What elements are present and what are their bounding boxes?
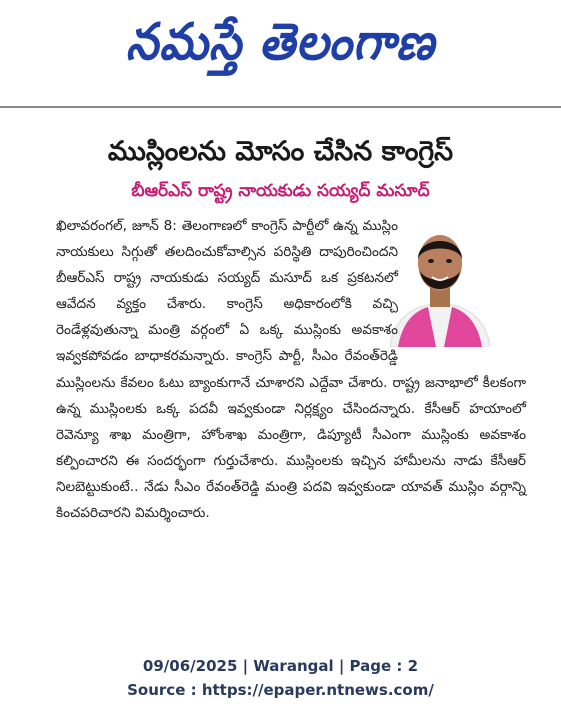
masthead [0,0,561,96]
article-body-text: ఖిలావరంగల్, జూన్ 8: తెలంగాణలో కాంగ్రెస్ పార్టీలో ఉన్న ముస్లిం నాయకులు సిగ్గుతో తలదించుకోవాల్సిన పరిస్థితి దాపురించిందని బీఆర్ఎస్ రాష్ట్ర నాయకుడు సయ్యద్ మసూద్ ఒక ప్రకటనలో ఆవేదన వ్యక్తం చేశారు. కాంగ్రెస్ అధికారంలోకి వచ్చి రెండేళ్లవుతున్నా మంత్రి వర్గంలో ఏ ఒక్క ముస్లింకు అవకాశం ఇవ్వకపోవడం బాధాకరమన్నారు. కాంగ్రెస్ పార్టీ, సీఎం రేవంత్‌రెడ్డి ముస్లింలను కేవలం ఓటు బ్యాంకుగానే చూశారని ఎద్దేవా చేశారు. రాష్ట్ర జనాభాలో కీలకంగా ఉన్న ముస్లింలకు ఒక్క పదవీ ఇవ్వకుండా నిర్లక్ష్యం చేసిందన్నారు. కేసీఆర్ హయాంలో రెవెన్యూ శాఖ మంత్రిగా, హోంశాఖ మంత్రిగా, డిప్యూటీ సీఎంగా ముస్లింకు అవకాశం కల్పించారని ఈ సందర్భంగా గుర్తుచేశారు. ముస్లింలకు ఇచ్చిన హామీలను నాడు కేసీఆర్ నిలబెట్టుకుంటే.. నేడు సీఎం రేవంత్‌రెడ్డి మంత్రి పదవి ఇవ్వకుండా యావత్ ముస్లిం వర్గాన్ని కించపరిచారని విమర్శించారు. [56,218,526,522]
photo-spacer [398,213,526,351]
newspaper-logo-title: నమస్తే తెలంగాణ [125,11,436,72]
article-subheadline: బీఆర్ఎస్ రాష్ట్ర నాయకుడు సయ్యద్ మసూద్ [131,181,430,201]
article-body [56,213,526,526]
source-line: Source : https://epaper.ntnews.com/ [127,681,434,699]
masthead-divider [0,106,561,108]
article-headline: ముస్లింలను మోసం చేసిన కాంగ్రెస్ [107,136,454,167]
edition-info: 09/06/2025 | Warangal | Page : 2 [142,657,419,675]
